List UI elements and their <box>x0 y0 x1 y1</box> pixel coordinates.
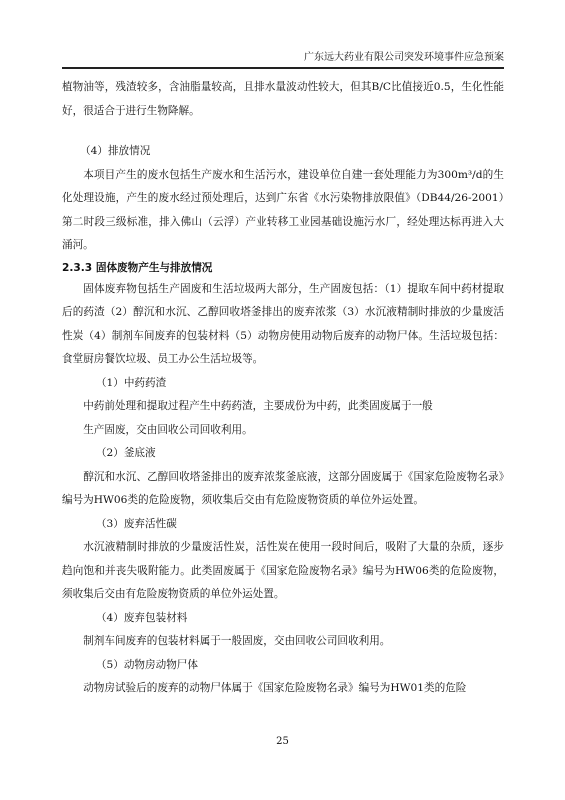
subheading-animal-carcass: （5）动物房动物尸体 <box>95 658 198 671</box>
paragraph-herb-residue-a: 中药前处理和提取过程产生中药药渣，主要成份为中药，此类固废属于一般 <box>83 400 433 412</box>
header-title: 广东远大药业有限公司突发环境事件应急预案 <box>304 52 504 63</box>
page-number: 25 <box>276 736 289 747</box>
subheading-discharge: （4）排放情况 <box>80 145 151 157</box>
paragraph-solid-waste-overview: 固体废弃物包括生产固废和生活垃圾两大部分，生产固废包括：（1）提取车间中药材提取后的药渣（2）醇沉和水沉、乙醇回收塔釜排出的废弃浓浆（3）水沉液精制时排放的少量废活性炭（4）制剂车间废弃的包装材料（5）动物房使用动物后废弃的动物尸体。生活垃圾包括：食堂厨房餐饮垃圾、员工办公生活垃圾等。 <box>62 282 504 365</box>
subheading-still-bottoms: （2）釜底液 <box>95 447 156 459</box>
paragraph-wastewater-characteristics: 植物油等，残渣较多，含油脂量较高，且排水量波动性较大，但其B/C比值接近0.5，生化性能好，很适合于进行生物降解。 <box>62 81 504 117</box>
paragraph-packaging: 制剂车间废弃的包装材料属于一般固废，交由回收公司回收利用。 <box>83 635 391 647</box>
section-heading-solid-waste: 2.3.3 固体废物产生与排放情况 <box>62 261 213 274</box>
paragraph-activated-carbon: 水沉液精制时排放的少量废活性炭，活性炭在使用一段时间后，吸附了大量的杂质，逐步趋向饱和并丧失吸附能力。此类固废属于《国家危险废物名录》编号为HW06类的危险废物，须收集后交由有危险废物资质的单位外运处置。 <box>62 541 504 600</box>
subheading-herb-residue: （1）中药药渣 <box>95 376 167 389</box>
paragraph-animal-carcass: 动物房试验后的废弃的动物尸体属于《国家危险废物名录》编号为HW01类的危险 <box>83 682 467 694</box>
document-header <box>62 48 504 69</box>
page-content <box>62 76 504 701</box>
paragraph-herb-residue-b: 生产固废，交由回收公司回收利用。 <box>83 423 253 436</box>
subheading-packaging: （4）废弃包装材料 <box>95 611 188 624</box>
paragraph-still-bottoms: 醇沉和水沉、乙醇回收塔釜排出的废弃浓浆釜底液，这部分固废属于《国家危险废物名录》编号为HW06类的危险废物，须收集后交由有危险废物资质的单位外运处置。 <box>62 470 504 506</box>
subheading-activated-carbon: （3）废弃活性碳 <box>95 517 177 530</box>
paragraph-discharge: 本项目产生的废水包括生产废水和生活污水，建设单位自建一套处理能力为300m³/d的生化处理设施，产生的废水经过预处理后，达到广东省《水污染物排放限值》（DB44/26-2001）第二时段三级标准，排入佛山（云浮）产业转移工业园基础设施污水厂，经处理达标再进入大涌河。 <box>62 168 504 251</box>
spacer <box>62 123 504 140</box>
